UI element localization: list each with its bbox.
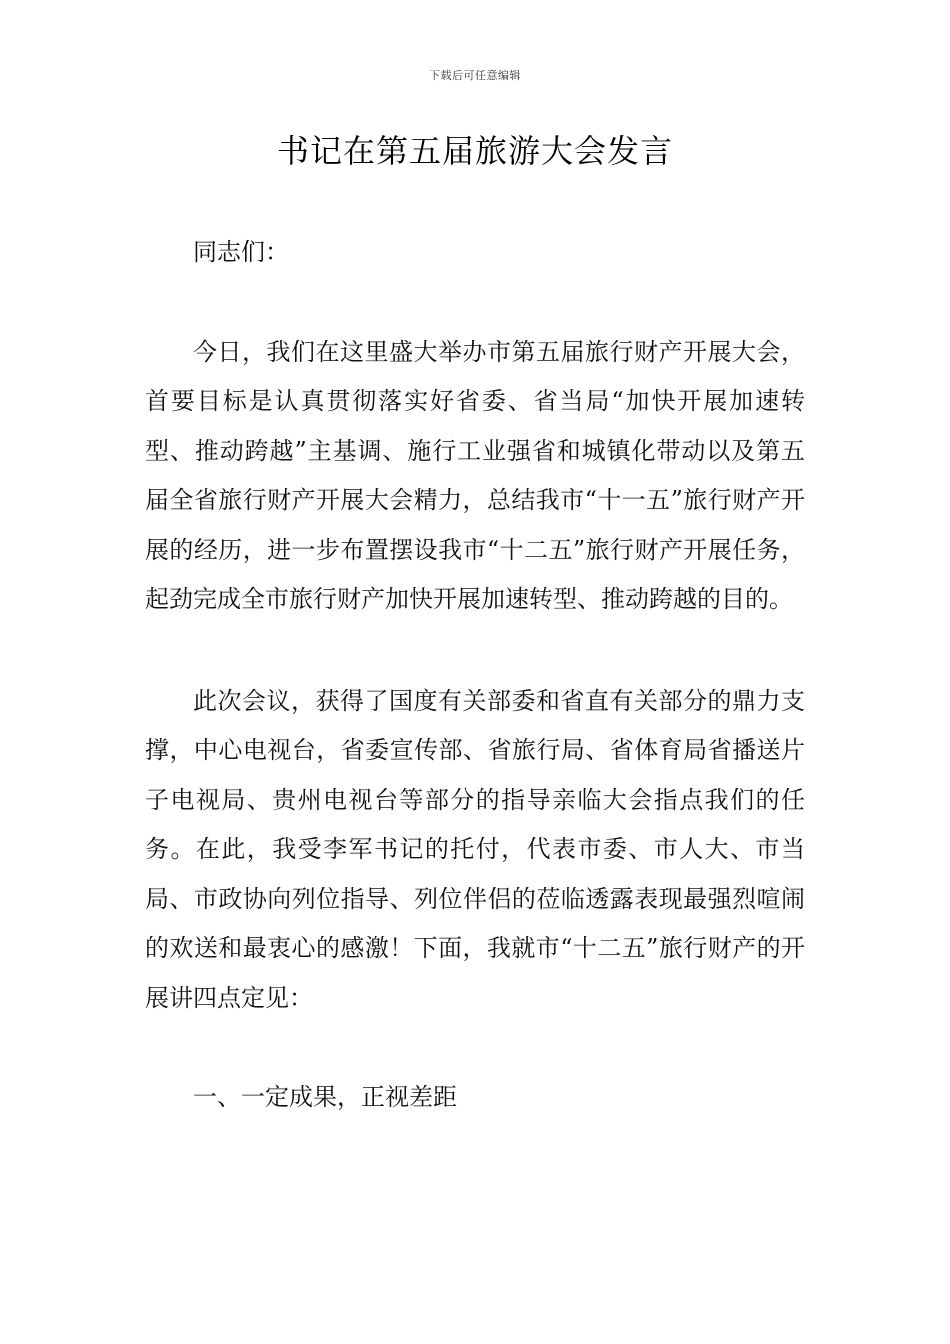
paragraph-thanks: 此次会议，获得了国度有关部委和省直有关部分的鼎力支撑，中心电视台，省委宣传部、省旅行局、省体育局省播送片子电视局、贵州电视台等部分的指导亲临大会指点我们的任务。在此，我受李军书记的托付，代表市委、市人大、市当局、市政协向列位指导、列位伴侣的莅临透露表现最强烈喧闹的欢送和最衷心的感激！下面，我就市“十二五”旅行财产的开展讲四点定见： <box>145 686 805 1012</box>
document-title: 书记在第五届旅游大会发言 <box>276 132 673 170</box>
document-body <box>145 228 805 1123</box>
header-note: 下载后可任意编辑 <box>429 69 521 82</box>
paragraph-opening: 今日，我们在这里盛大举办市第五届旅行财产开展大会，首要目标是认真贯彻落实好省委、省当局“加快开展加速转型、推动跨越”主基调、施行工业强省和城镇化带动以及第五届全省旅行财产开展大会精力，总结我市“十一五”旅行财产开展的经历，进一步布置摆设我市“十二五”旅行财产开展任务，起劲完成全市旅行财产加快开展加速转型、推动跨越的目的。 <box>145 337 805 613</box>
salutation: 同志们： <box>193 238 289 266</box>
section-heading: 一、一定成果，正视差距 <box>193 1083 457 1111</box>
